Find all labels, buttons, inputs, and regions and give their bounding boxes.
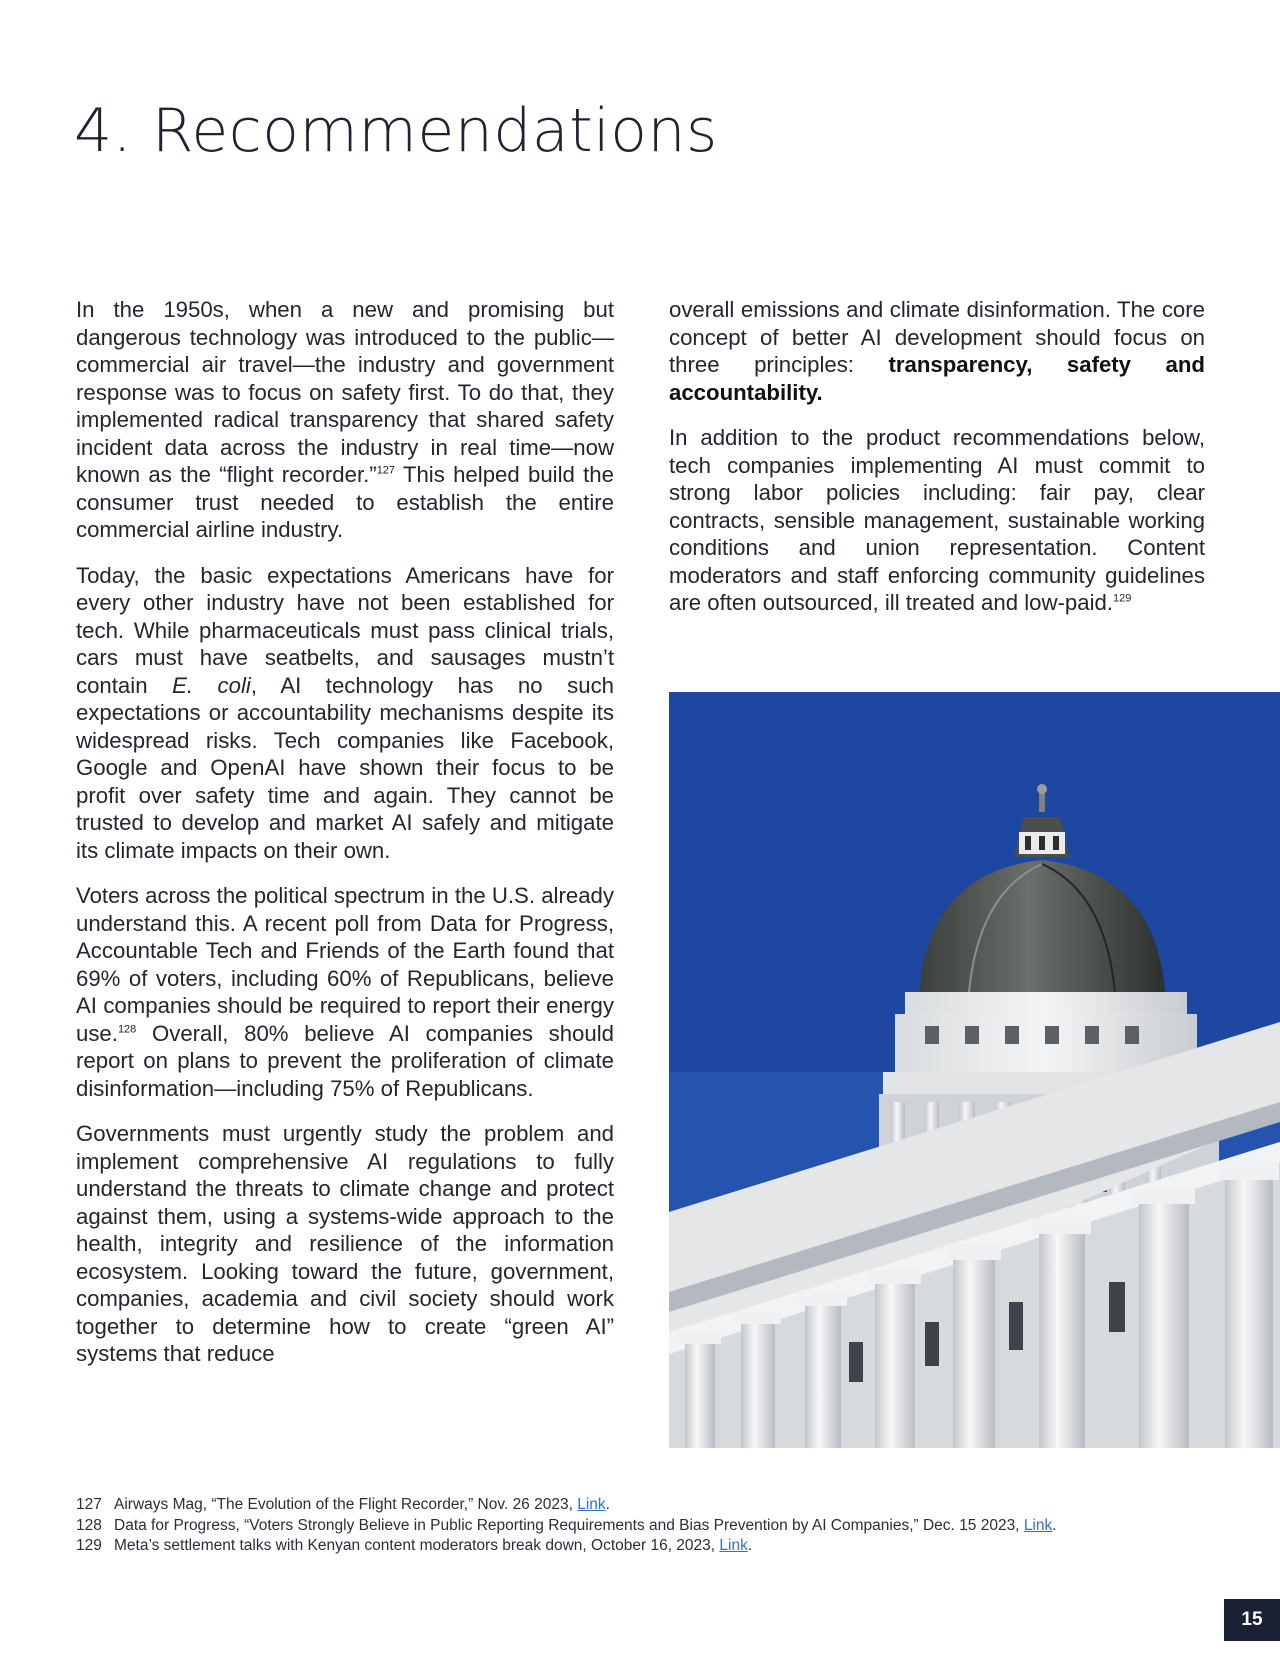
footnote-ref-127[interactable]: 127 (376, 464, 396, 477)
footnote-127-link[interactable]: Link (577, 1496, 606, 1513)
left-column (76, 296, 614, 1386)
footnote-ref-128[interactable]: 128 (117, 1023, 137, 1036)
footnote-ref-129[interactable]: 129 (1113, 592, 1132, 605)
paragraph-voters: Voters across the political spectrum in the U.S. already understand this. A recent poll from Data for Progress, Accountable Tech and Friends of the Earth found that 69% of voters, including 60% of Republicans, believe AI companies should be required to report their energy use.$^{128}$ Overall, 80% believe AI companies should report on plans to prevent the proliferation of climate disinformation—including 75% of Republicans. (76, 883, 614, 1101)
paragraph-labor-policies: In addition to the product recommendations below, tech companies implementing AI must commit to strong labor policies including: fair pay, clear contracts, sensible management, sustainable working conditions and union representation. Content moderators and staff enforcing community guidelines are often outsourced, ill treated and low-paid.$^{129}$ (669, 425, 1205, 615)
paragraph-air-travel: In the 1950s, when a new and promising but dangerous technology was introduced to the public—commercial air travel—the industry and government response was to focus on safety first. To do that, they implemented radical transparency that shared safety incident data across the industry in real time—now known as the “flight recorder.”$^{127}$ This helped build the consumer trust needed to establish the entire commercial airline industry. (76, 297, 614, 542)
page-number: 15 (1224, 1599, 1280, 1641)
footnote-129: 129 Meta’s settlement talks with Kenyan content moderators break down, October 16, 2023, Link. (76, 1537, 753, 1554)
footnote-128-link[interactable]: Link (1023, 1516, 1053, 1534)
paragraph-tech-expectations: Today, the basic expectations Americans have for every other industry have not been established for tech. While pharmaceuticals must pass clinical trials, cars must have seatbelts, and sausages mustn’t contain E. coli, AI technology has no such expectations or accountability mechanisms despite its widespread risks. Tech companies like Facebook, Google and OpenAI have shown their focus to be profit over safety time and again. They cannot be trusted to develop and market AI safely and mitigate its climate impacts on their own. (76, 562, 614, 863)
capitol-building-photo (669, 692, 1280, 1448)
paragraph-governments: Governments must urgently study the problem and implement comprehensive AI regulations to fully understand the threats to climate change and protect against them, using a systems-wide approach to the health, integrity and resilience of the information ecosystem. Looking toward the future, government, companies, academia and civil society should work together to determine how to create “green AI” systems that reduce (76, 1121, 614, 1366)
footnote-128: 128 Data for Progress, “Voters Strongly Believe in Public Reporting Requirements and Bias Prevention by AI Companies,” Dec. 15 2023, Link. (76, 1516, 1057, 1534)
page-title: 4. Recommendations (74, 96, 718, 166)
footnotes (76, 1497, 1216, 1559)
paragraph-principles: overall emissions and climate disinformation. The core concept of better AI development should focus on three principles: transparency, safety and accountability. (669, 297, 1205, 405)
right-column (669, 296, 1205, 635)
footnote-129-link[interactable]: Link (719, 1537, 748, 1554)
footnote-127: 127 Airways Mag, “The Evolution of the Flight Recorder,” Nov. 26 2023, Link. (76, 1496, 610, 1513)
